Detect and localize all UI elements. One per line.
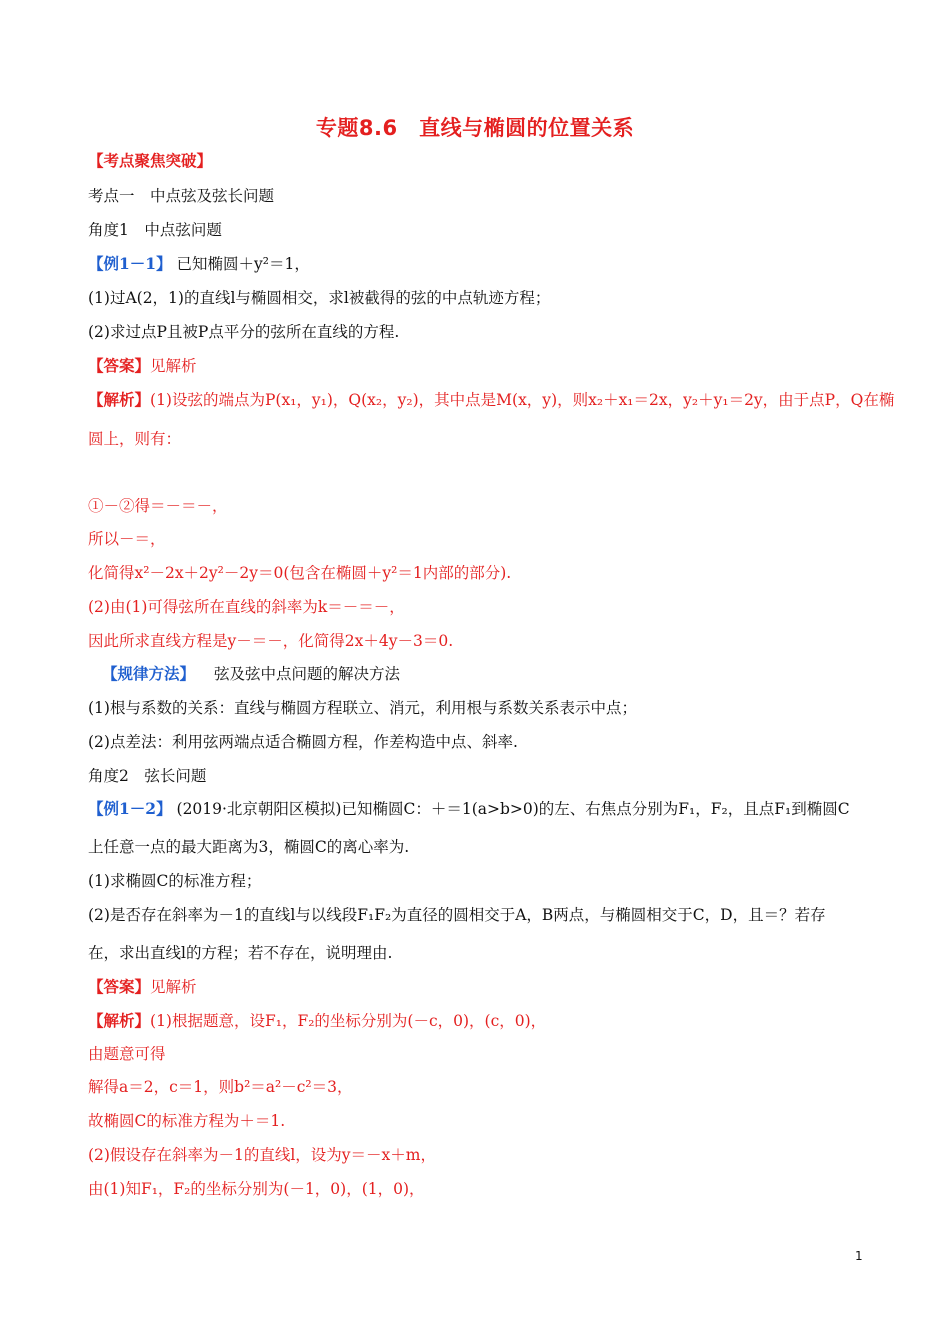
answer-label: 【答案】	[88, 977, 151, 996]
example-1-stem	[88, 253, 878, 275]
example-1-analysis-line-4: 所以－＝，	[88, 530, 166, 548]
angle-heading-1: 角度1 中点弦问题	[88, 221, 222, 239]
example-1-analysis-line-3: ①－②得＝－＝－，	[88, 497, 228, 515]
example-2-question-2a: (2)是否存在斜率为－1的直线l与以线段F₁F₂为直径的圆相交于A，B两点，与椭圆相交于C，D，且＝？若存	[88, 906, 826, 924]
example-1-analysis-line-5: 化简得x²－2x＋2y²－2y＝0(包含在椭圆＋y²＝1内部的部分).	[88, 564, 512, 582]
example-1-question-1: (1)过A(2，1)的直线l与椭圆相交，求l被截得的弦的中点轨迹方程；	[88, 289, 551, 307]
method-point-1: (1)根与系数的关系：直线与椭圆方程联立、消元，利用根与系数关系表示中点；	[88, 699, 637, 717]
analysis-text: (1)设弦的端点为P(x₁，y₁)，Q(x₂，y₂)，其中点是M(x，y)，则x₂＋x₁＝2x，y₂＋y₁＝2y，由于点P，Q在椭	[150, 391, 895, 409]
example-1-analysis-line-6: (2)由(1)可得弦所在直线的斜率为k＝－＝－，	[88, 598, 405, 616]
example-2-analysis-line-4: 故椭圆C的标准方程为＋＝1.	[88, 1112, 286, 1130]
page-title: 专题8.6 直线与椭圆的位置关系	[315, 116, 635, 140]
example-2-question-1: (1)求椭圆C的标准方程；	[88, 872, 262, 890]
method-heading	[88, 663, 878, 685]
example-1-stem-text: 已知椭圆＋y²＝1，	[176, 255, 310, 273]
analysis-text: (1)根据题意，设F₁，F₂的坐标分别为(－c，0)，(c，0)，	[150, 1012, 547, 1030]
example-2-analysis-line-5: (2)假设存在斜率为－1的直线l，设为y＝－x＋m，	[88, 1146, 436, 1164]
topic-heading: 考点一 中点弦及弦长问题	[88, 187, 275, 205]
answer-text: 见解析	[150, 978, 197, 996]
example-2-stem-text: (2019·北京朝阳区模拟)已知椭圆C：＋＝1(a>b>0)的左、右焦点分别为F₁，F₂，且点F₁到椭圆C	[176, 800, 850, 818]
example-2-stem-2: 上任意一点的最大距离为3，椭圆C的离心率为.	[88, 838, 410, 856]
example-2-answer	[88, 976, 878, 998]
method-title: 弦及弦中点问题的解决方法	[213, 665, 400, 683]
example-2-question-2b: 在，求出直线l的方程；若不存在，说明理由.	[88, 944, 393, 962]
analysis-label: 【解析】	[88, 390, 151, 409]
analysis-label: 【解析】	[88, 1011, 151, 1030]
example-1-answer	[88, 355, 878, 377]
example-1-analysis-line-1	[88, 389, 895, 411]
example-2-stem-1	[88, 798, 878, 820]
method-label: 【规律方法】	[102, 664, 196, 683]
example-2-analysis-line-2: 由题意可得	[88, 1045, 166, 1063]
method-point-2: (2)点差法：利用弦两端点适合椭圆方程，作差构造中点、斜率.	[88, 733, 518, 751]
example-2-label: 【例1－2】	[88, 799, 172, 818]
example-1-question-2: (2)求过点P且被P点平分的弦所在直线的方程.	[88, 323, 400, 341]
section-tag: 【考点聚焦突破】	[88, 151, 213, 170]
answer-text: 见解析	[150, 357, 197, 375]
example-2-analysis-line-1	[88, 1010, 878, 1032]
angle-heading-2: 角度2 弦长问题	[88, 767, 207, 785]
example-1-analysis-line-7: 因此所求直线方程是y－＝－，化简得2x＋4y－3＝0.	[88, 632, 454, 650]
example-2-analysis-line-3: 解得a＝2，c＝1，则b²＝a²－c²＝3，	[88, 1078, 353, 1096]
page-number: 1	[855, 1249, 863, 1263]
example-2-analysis-line-6: 由(1)知F₁，F₂的坐标分别为(－1，0)，(1，0)，	[88, 1180, 425, 1198]
example-1-analysis-line-2: 圆上，则有：	[88, 430, 182, 448]
example-1-label: 【例1－1】	[88, 254, 172, 273]
answer-label: 【答案】	[88, 356, 151, 375]
